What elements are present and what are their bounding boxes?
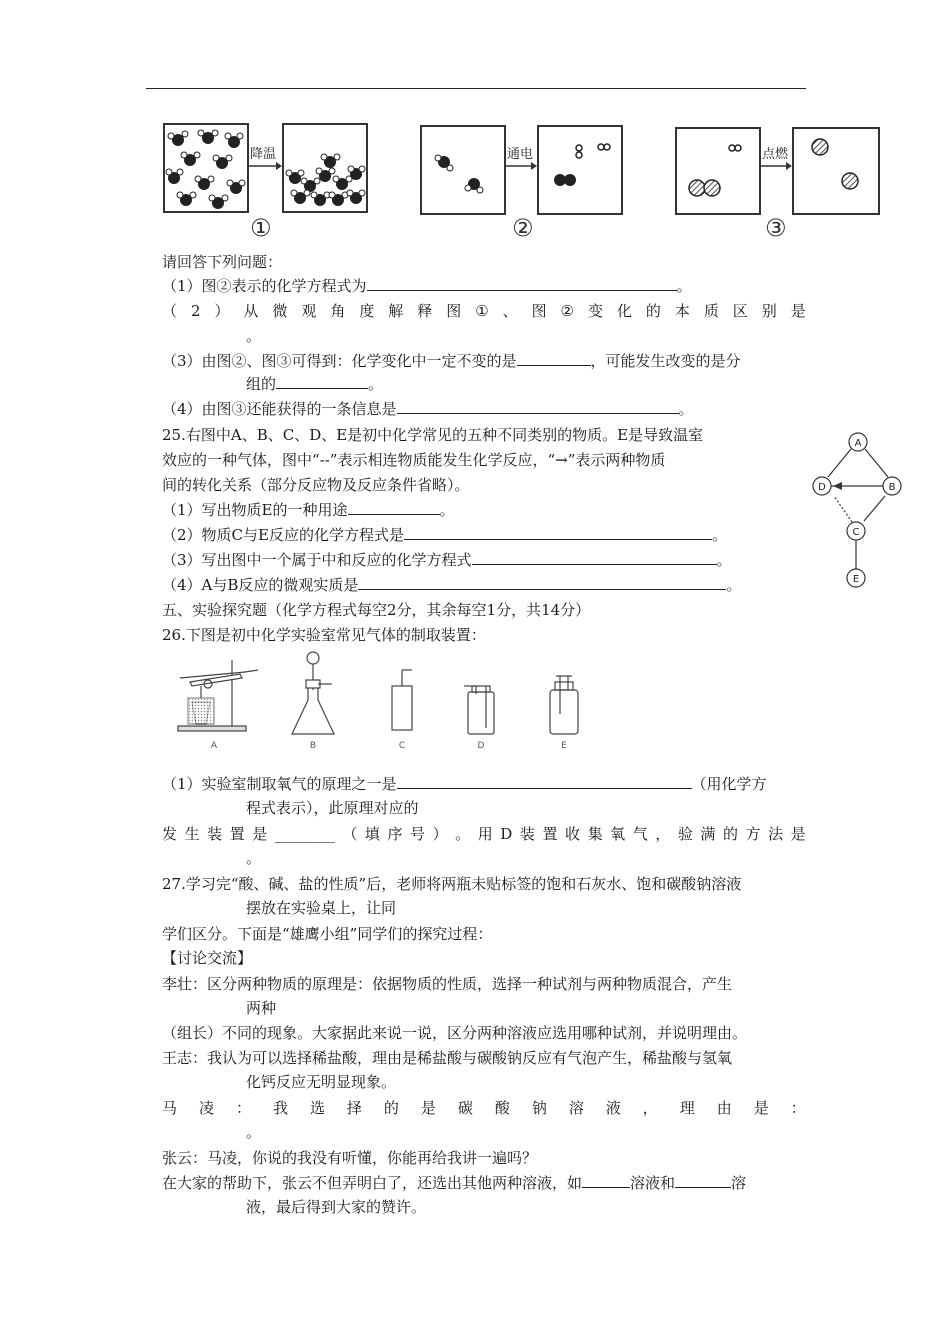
q24-part2-char: 释 xyxy=(417,302,433,320)
q26-device-char: 的 xyxy=(722,825,738,843)
q24-part2-char: 、 xyxy=(502,302,518,320)
apparatus-d xyxy=(464,686,494,734)
q24-part2-char: 化 xyxy=(616,302,632,320)
q26-device-char: D xyxy=(500,825,513,843)
q27-line-10-char: 是 xyxy=(753,1099,769,1117)
q25-part1 xyxy=(162,499,455,521)
q26-device-char: 验 xyxy=(677,825,693,843)
node-a-label: A xyxy=(854,438,862,449)
q24-part1-text: （1）图②表示的化学方程式为 xyxy=(162,277,367,295)
q24-part4-end: 。 xyxy=(678,400,694,418)
q26-part1-cont: 程式表示），此原理对应的 xyxy=(246,799,419,817)
q26-part1-text2: （用化学方 xyxy=(691,775,767,793)
q26-device-char: 法 xyxy=(768,825,784,843)
q27-line-10-char: 液 xyxy=(605,1099,621,1117)
q26-device-char: 集 xyxy=(587,825,603,843)
q25-intro-3: 间的转化关系（部分反应物及反应条件省略）。 xyxy=(162,476,470,494)
q25-part3-text: （3）写出图中一个属于中和反应的化学方程式 xyxy=(162,551,472,569)
q26-device-char: ） xyxy=(432,825,448,843)
q25-part3 xyxy=(162,549,732,571)
q27-line-10-char: 碳 xyxy=(457,1099,473,1117)
q27-line-10-char: 我 xyxy=(272,1099,288,1117)
q25-intro-2: 效应的一种气体，图中“--”表示相连物质能发生化学反应，“→”表示两种物质 xyxy=(162,451,666,469)
q24-part2-char: 图 xyxy=(446,302,462,320)
q24-part2-char: 变 xyxy=(587,302,603,320)
q27-line-3: 学们区分。下面是“雄鹰小组”同学们的探究过程： xyxy=(162,925,493,943)
q26-device-char: 。 xyxy=(455,825,471,843)
q26-part1-text: （1）实验室制取氧气的原理之一是 xyxy=(162,775,397,793)
q25-part1-blank[interactable] xyxy=(348,499,440,515)
q26-device-char: 气 xyxy=(632,825,648,843)
q25-part4 xyxy=(162,574,741,596)
q24-part3 xyxy=(162,350,741,372)
lab-apparatus xyxy=(170,650,590,755)
q27-line-13-text: 在大家的帮助下，张云不但弄明白了，还选出其他两种溶液，如 xyxy=(162,1174,583,1192)
q24-part3-text2: ，可能发生改变的是分 xyxy=(590,352,741,370)
q25-part2 xyxy=(162,524,727,546)
q24-part2-char: 本 xyxy=(674,302,690,320)
q25-part1-end: 。 xyxy=(439,501,455,519)
q24-part4 xyxy=(162,398,694,420)
apparatus-a xyxy=(178,660,258,731)
particle-diagrams xyxy=(160,118,885,243)
q24-part2-char: 从 xyxy=(243,302,259,320)
q26-intro: 26.下图是初中化学实验室常见气体的制取装置： xyxy=(162,626,486,644)
q24-part3-end: 。 xyxy=(368,375,384,393)
q27-line-10-char: 是 xyxy=(420,1099,436,1117)
q27-line-9: 化钙反应无明显现象。 xyxy=(246,1073,397,1091)
apparatus-label-a: A xyxy=(210,741,218,751)
q26-device-char: 满 xyxy=(700,825,716,843)
q26-device-char: 方 xyxy=(745,825,761,843)
q24-part2-char: 的 xyxy=(645,302,661,320)
q27-line-10-char: 凌 xyxy=(198,1099,214,1117)
q26-device-char: 用 xyxy=(477,825,493,843)
q26-device-char: 装 xyxy=(519,825,535,843)
q25-part2-text: （2）物质C与E反应的化学方程式是 xyxy=(162,526,404,544)
q26-device-char[interactable]: ________ xyxy=(274,825,335,843)
q25-intro-1: 25.右图中A、B、C、D、E是初中化学常见的五种不同类别的物质。E是导致温室 xyxy=(162,426,704,444)
q24-part1-end: 。 xyxy=(676,277,692,295)
q26-device-char: 生 xyxy=(184,825,200,843)
q24-part2-end: 。 xyxy=(246,327,262,345)
q27-line-10-char: 由 xyxy=(716,1099,732,1117)
q26-device-char: 发 xyxy=(162,825,178,843)
q25-part2-blank[interactable] xyxy=(404,524,712,540)
q24-part4-blank[interactable] xyxy=(397,398,679,414)
q26-device-char: （ xyxy=(342,825,358,843)
node-e-label: E xyxy=(852,574,860,585)
q24-part2-char: 角 xyxy=(330,302,346,320)
q27-line-10-char: ， xyxy=(642,1099,658,1117)
q24-part2 xyxy=(162,300,806,322)
q27-line-2: 摆放在实验桌上，让同 xyxy=(246,899,397,917)
q26-part1 xyxy=(162,773,767,795)
q24-part2-char: 是 xyxy=(790,302,806,320)
q27-blank-2[interactable] xyxy=(675,1172,731,1188)
diagram-3-combustion xyxy=(676,128,879,242)
q27-line-1: 27.学习完“酸、碱、盐的性质”后，老师将两瓶未贴标签的饱和石灰水、饱和碳酸钠溶液 xyxy=(162,875,742,893)
diagram-label-2: ② xyxy=(512,214,534,242)
q25-part3-blank[interactable] xyxy=(472,549,717,565)
diagram-2-electrolysis xyxy=(421,126,622,242)
q27-line-10-char: ： xyxy=(790,1099,806,1117)
q25-part1-text: （1）写出物质E的一种用途 xyxy=(162,501,348,519)
q27-blank-1[interactable] xyxy=(582,1172,630,1188)
node-d-label: D xyxy=(818,482,826,493)
q26-part1-device xyxy=(162,823,806,845)
section-5-heading: 五、实验探究题（化学方程式每空2分，其余每空1分，共14分） xyxy=(162,601,591,619)
q24-part2-char: 区 xyxy=(732,302,748,320)
q27-line-10-char: 择 xyxy=(346,1099,362,1117)
q24-part2-char: 观 xyxy=(301,302,317,320)
q26-device-char: 氧 xyxy=(610,825,626,843)
q26-device-char: ， xyxy=(655,825,671,843)
apparatus-label-e: E xyxy=(561,741,567,751)
q26-device-char: 置 xyxy=(229,825,245,843)
diagram-1-cooling xyxy=(164,124,367,242)
q27-line-6: 两种 xyxy=(246,999,277,1017)
q27-line-10-char: 酸 xyxy=(494,1099,510,1117)
arrow-label-3: 点燃 xyxy=(762,147,789,162)
q27-line-14: 液，最后得到大家的赞许。 xyxy=(246,1198,427,1216)
q24-part3-text3: 组的 xyxy=(246,375,277,393)
header-rule xyxy=(146,88,806,89)
q26-device-char: 收 xyxy=(565,825,581,843)
q24-part1-blank[interactable] xyxy=(367,275,677,291)
apparatus-label-d: D xyxy=(477,741,485,751)
q26-device-char: 是 xyxy=(252,825,268,843)
q27-line-10-char: 溶 xyxy=(568,1099,584,1117)
q24-part2-char: 解 xyxy=(388,302,404,320)
q27-line-10-char: 钠 xyxy=(531,1099,547,1117)
q25-part3-end: 。 xyxy=(716,551,732,569)
arrow-label-1: 降温 xyxy=(250,147,277,162)
q26-device-char: 序 xyxy=(387,825,403,843)
q24-part2-char: ） xyxy=(214,302,230,320)
q27-line-13-text3: 溶 xyxy=(731,1174,747,1192)
apparatus-label-c: C xyxy=(398,741,406,751)
q27-line-7: （组长）不同的现象。大家据此来说一说，区分两种溶液应选用哪种试剂，并说明理由。 xyxy=(162,1024,748,1042)
q27-line-13 xyxy=(162,1172,746,1194)
diagram-label-3: ③ xyxy=(765,214,787,242)
node-b-label: B xyxy=(888,482,896,493)
q27-line-10-char: 选 xyxy=(309,1099,325,1117)
q24-part2-char: 图 xyxy=(531,302,547,320)
q27-line-11: 。 xyxy=(246,1123,262,1141)
q26-device-char: 号 xyxy=(410,825,426,843)
q27-line-10-char: 理 xyxy=(679,1099,695,1117)
q25-part2-end: 。 xyxy=(711,526,727,544)
q24-part2-char: ② xyxy=(560,302,574,320)
q27-line-10-char: 马 xyxy=(162,1099,178,1117)
q26-device-char: 是 xyxy=(790,825,806,843)
q24-part2-char: 别 xyxy=(761,302,777,320)
q24-part3-text: （3）由图②、图③可得到：化学变化中一定不变的是 xyxy=(162,352,517,370)
q27-line-10-char: ： xyxy=(235,1099,251,1117)
apparatus-label-b: B xyxy=(309,741,317,751)
q25-part4-blank[interactable] xyxy=(358,574,726,590)
apparatus-b xyxy=(292,652,334,734)
arrow-label-2: 通电 xyxy=(507,147,534,162)
q26-device-char: 装 xyxy=(207,825,223,843)
q25-part4-text: （4）A与B反应的微观实质是 xyxy=(162,576,359,594)
q24-part2-char: ① xyxy=(475,302,489,320)
diagram-label-1: ① xyxy=(250,214,272,242)
q26-device-char: 置 xyxy=(542,825,558,843)
q26-part1-end: 。 xyxy=(246,849,262,867)
apparatus-c xyxy=(392,670,412,730)
q27-discussion-heading: 【讨论交流】 xyxy=(162,949,253,967)
q24-part2-char: 2 xyxy=(190,302,201,320)
q24-part3-blank1[interactable] xyxy=(517,350,591,366)
q27-line-5: 李壮：区分两种物质的原理是：依据物质的性质，选择一种试剂与两种物质混合，产生 xyxy=(162,975,733,993)
q24-part4-text: （4）由图③还能获得的一条信息是 xyxy=(162,400,397,418)
q24-part3-blank2[interactable] xyxy=(276,373,368,389)
q24-part3-cont xyxy=(246,373,383,395)
q25-part4-end: 。 xyxy=(726,576,742,594)
node-c-label: C xyxy=(852,527,860,538)
q27-line-10 xyxy=(162,1097,806,1119)
q26-part1-blank[interactable] xyxy=(397,773,692,789)
q24-part2-char: 质 xyxy=(703,302,719,320)
q26-device-char: 填 xyxy=(364,825,380,843)
q24-part2-char: （ xyxy=(162,302,178,320)
q27-line-10-char: 的 xyxy=(383,1099,399,1117)
q24-part2-char: 微 xyxy=(272,302,288,320)
q27-line-8: 王志：我认为可以选择稀盐酸，理由是稀盐酸与碳酸钠反应有气泡产生，稀盐酸与氢氧 xyxy=(162,1049,733,1067)
q24-intro: 请回答下列问题： xyxy=(162,253,283,271)
q25-relation-diagram xyxy=(808,430,908,595)
q24-part2-char: 度 xyxy=(359,302,375,320)
q27-line-12: 张云：马凌，你说的我没有听懂，你能再给我讲一遍吗？ xyxy=(162,1149,538,1167)
q24-part1 xyxy=(162,275,692,297)
q27-line-13-text2: 溶液和 xyxy=(630,1174,676,1192)
apparatus-e xyxy=(550,676,578,734)
